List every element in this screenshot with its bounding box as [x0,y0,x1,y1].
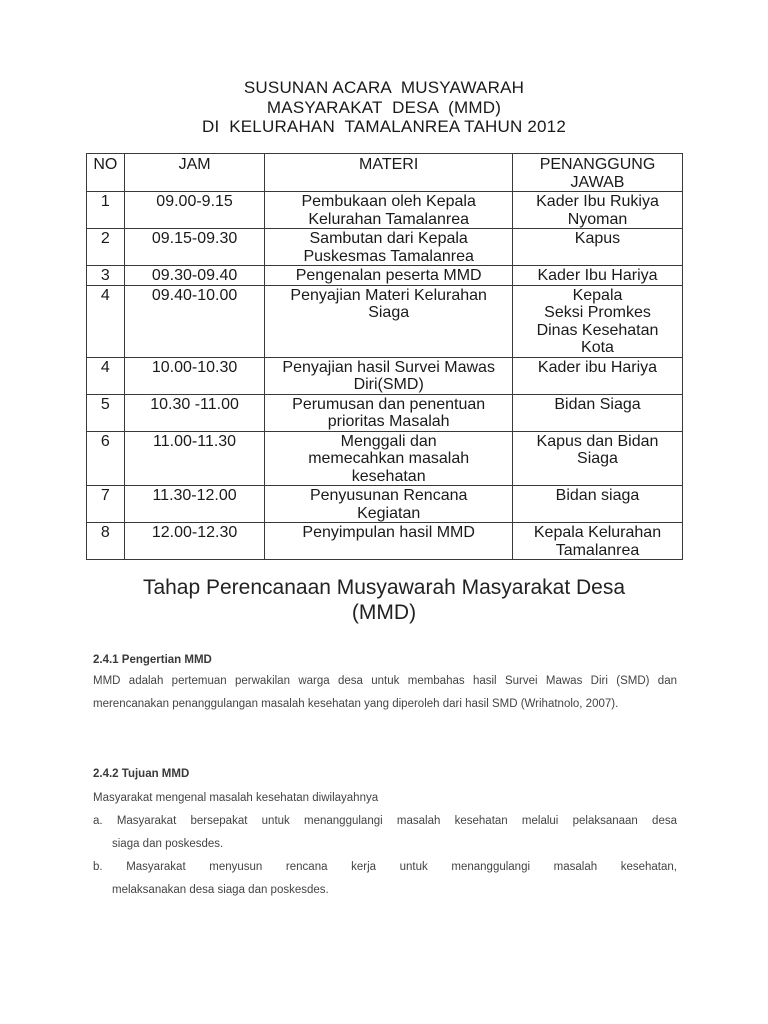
cell-materi: Penyusunan Rencana Kegiatan [265,486,513,523]
tujuan-item-a-line-1: a. Masyarakat bersepakat untuk menanggulangi masalah kesehatan melalui pelaksanaan desa [93,815,677,827]
cell-materi: Penyimpulan hasil MMD [265,523,513,560]
table-row [87,486,683,523]
paragraph-pengertian: MMD adalah pertemuan perwakilan warga desa untuk membahas hasil Survei Mawas Diri (SMD) dan merencanakan penanggulangan masalah kesehatan yang diperoleh dari hasil SMD (Wrihatnolo, 2007). [93,675,677,710]
cell-no: 8 [87,523,125,560]
title-line-1: SUSUNAN ACARA MUSYAWARAH [243,78,525,97]
header-jam: JAM [124,154,265,192]
section-heading-line-2: (MMD) [351,601,417,624]
tujuan-intro: Masyarakat mengenal masalah kesehatan diwilayahnya [93,792,379,804]
cell-no: 2 [87,229,125,266]
header-materi: MATERI [265,154,513,192]
cell-no: 6 [87,431,125,486]
cell-penanggung-jawab: Bidan siaga [512,486,682,523]
table-row [87,431,683,486]
section-pengertian [93,654,677,716]
title-line-3: DI KELURAHAN TAMALANREA TAHUN 2012 [201,117,566,136]
cell-jam: 10.30 -11.00 [124,394,265,431]
header-no: NO [87,154,125,192]
cell-materi: Penyajian hasil Survei Mawas Diri(SMD) [265,357,513,394]
subsection-title-tujuan: 2.4.2 Tujuan MMD [93,768,190,780]
cell-jam: 09.30-09.40 [124,266,265,286]
cell-materi: Pengenalan peserta MMD [265,266,513,286]
cell-jam: 09.00-9.15 [124,192,265,229]
section-tujuan [93,768,677,902]
cell-jam: 09.15-09.30 [124,229,265,266]
cell-penanggung-jawab: Kepala Seksi Promkes Dinas Kesehatan Kota [512,285,682,357]
header-penanggung-jawab: PENANGGUNG JAWAB [512,154,682,192]
cell-jam: 11.00-11.30 [124,431,265,486]
cell-jam: 09.40-10.00 [124,285,265,357]
cell-penanggung-jawab: Kader Ibu Hariya [512,266,682,286]
cell-materi: Menggali dan memecahkan masalah kesehatan [265,431,513,486]
cell-penanggung-jawab: Kapus dan Bidan Siaga [512,431,682,486]
cell-no: 5 [87,394,125,431]
cell-materi: Penyajian Materi Kelurahan Siaga [265,285,513,357]
cell-jam: 10.00-10.30 [124,357,265,394]
cell-penanggung-jawab: Bidan Siaga [512,394,682,431]
table-row [87,266,683,286]
table-row [87,229,683,266]
cell-penanggung-jawab: Kader Ibu Rukiya Nyoman [512,192,682,229]
subsection-title-pengertian: 2.4.1 Pengertian MMD [93,654,212,666]
table-row [87,357,683,394]
cell-penanggung-jawab: Kapus [512,229,682,266]
cell-penanggung-jawab: Kepala Kelurahan Tamalanrea [512,523,682,560]
cell-jam: 11.30-12.00 [124,486,265,523]
cell-no: 4 [87,357,125,394]
table-header-row [87,154,683,192]
tujuan-item-b-line-1: b. Masyarakat menyusun rencana kerja untuk menanggulangi masalah kesehatan, [93,861,677,873]
cell-materi: Sambutan dari Kepala Puskesmas Tamalanrea [265,229,513,266]
tujuan-item-a-line-2: siaga dan poskesdes. [112,838,224,850]
cell-no: 3 [87,266,125,286]
cell-materi: Pembukaan oleh Kepala Kelurahan Tamalanrea [265,192,513,229]
cell-no: 7 [87,486,125,523]
table-row [87,394,683,431]
table-row [87,523,683,560]
cell-no: 1 [87,192,125,229]
cell-penanggung-jawab: Kader ibu Hariya [512,357,682,394]
cell-materi: Perumusan dan penentuan prioritas Masalah [265,394,513,431]
cell-no: 4 [87,285,125,357]
title-line-2: MASYARAKAT DESA (MMD) [266,97,502,117]
schedule-title [80,78,688,137]
table-row [87,285,683,357]
section-heading [60,575,708,625]
schedule-table [86,153,683,560]
section-heading-line-1: Tahap Perencanaan Musyawarah Masyarakat Desa [142,576,626,599]
cell-jam: 12.00-12.30 [124,523,265,560]
table-row [87,192,683,229]
tujuan-item-b-line-2: melaksanakan desa siaga dan poskesdes. [112,884,329,896]
